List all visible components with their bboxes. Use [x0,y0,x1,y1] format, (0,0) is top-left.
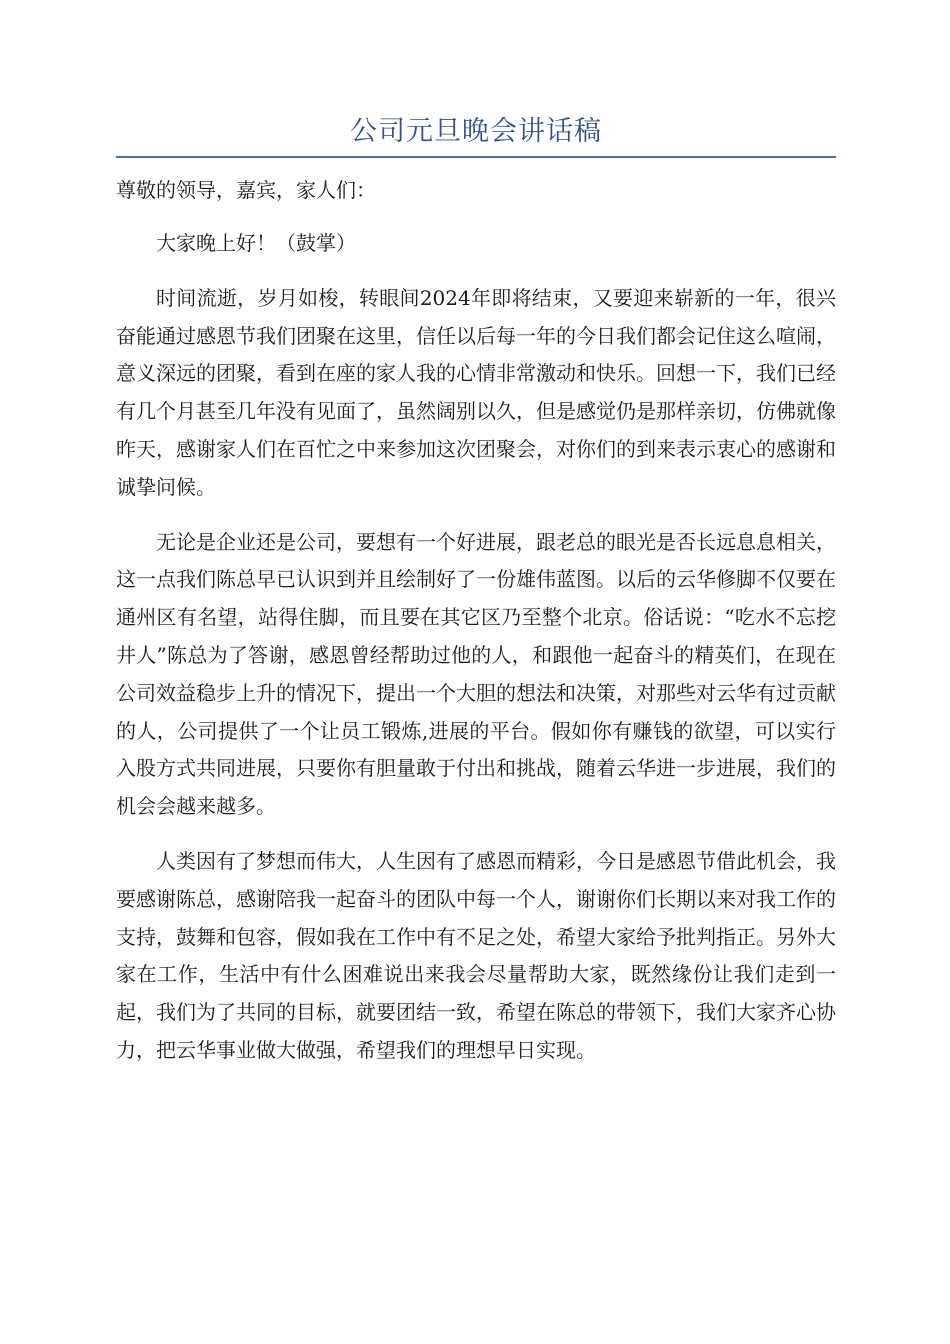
paragraph-thanks: 人类因有了梦想而伟大，人生因有了感恩而精彩，今日是感恩节借此机会，我要感谢陈总，感谢陪我一起奋斗的团队中每一个人，谢谢你们长期以来对我工作的支持，鼓舞和包容，假如我在工作中有不足之处，希望大家给予批判指正。另外大家在工作，生活中有什么困难说出来我会尽量帮助大家，既然缘份让我们走到一起，我们为了共同的目标，就要团结一致，希望在陈总的带领下，我们大家齐心协力，把云华事业做大做强，希望我们的理想早日实现。 [116,848,836,1062]
paragraph-company: 无论是企业还是公司，要想有一个好进展，跟老总的眼光是否长远息息相关，这一点我们陈总早已认识到并且绘制好了一份雄伟蓝图。以后的云华修脚不仅要在通州区有名望，站得住脚，而且要在其它区乃至整个北京。俗话说：“吃水不忘挖井人”陈总为了答谢，感恩曾经帮助过他的人，和跟他一起奋斗的精英们，在现在公司效益稳步上升的情况下，提出一个大胆的想法和决策，对那些对云华有过贡献的人，公司提供了一个让员工锻炼,进展的平台。假如你有赚钱的欲望，可以实行入股方式共同进展，只要你有胆量敢于付出和挑战，随着云华进一步进展，我们的机会会越来越多。 [116,529,836,819]
title-underline [116,156,836,158]
document-page [116,112,836,1087]
paragraph-time: 时间流逝，岁月如梭，转眼间2024年即将结束，又要迎来崭新的一年，很兴奋能通过感恩节我们团聚在这里，信任以后每一年的今日我们都会记住这么喧闹，意义深远的团聚，看到在座的家人我的心情非常激动和快乐。回想一下，我们已经有几个月甚至几年没有见面了，虽然阔别以久，但是感觉仍是那样亲切，仿佛就像昨天，感谢家人们在百忙之中来参加这次团聚会，对你们的到来表示衷心的感谢和诚挚问候。 [116,285,836,499]
document-title: 公司元旦晚会讲话稿 [350,116,602,147]
paragraph-greeting: 大家晚上好！（鼓掌） [156,231,356,255]
salutation: 尊敬的领导，嘉宾，家人们： [116,178,376,202]
